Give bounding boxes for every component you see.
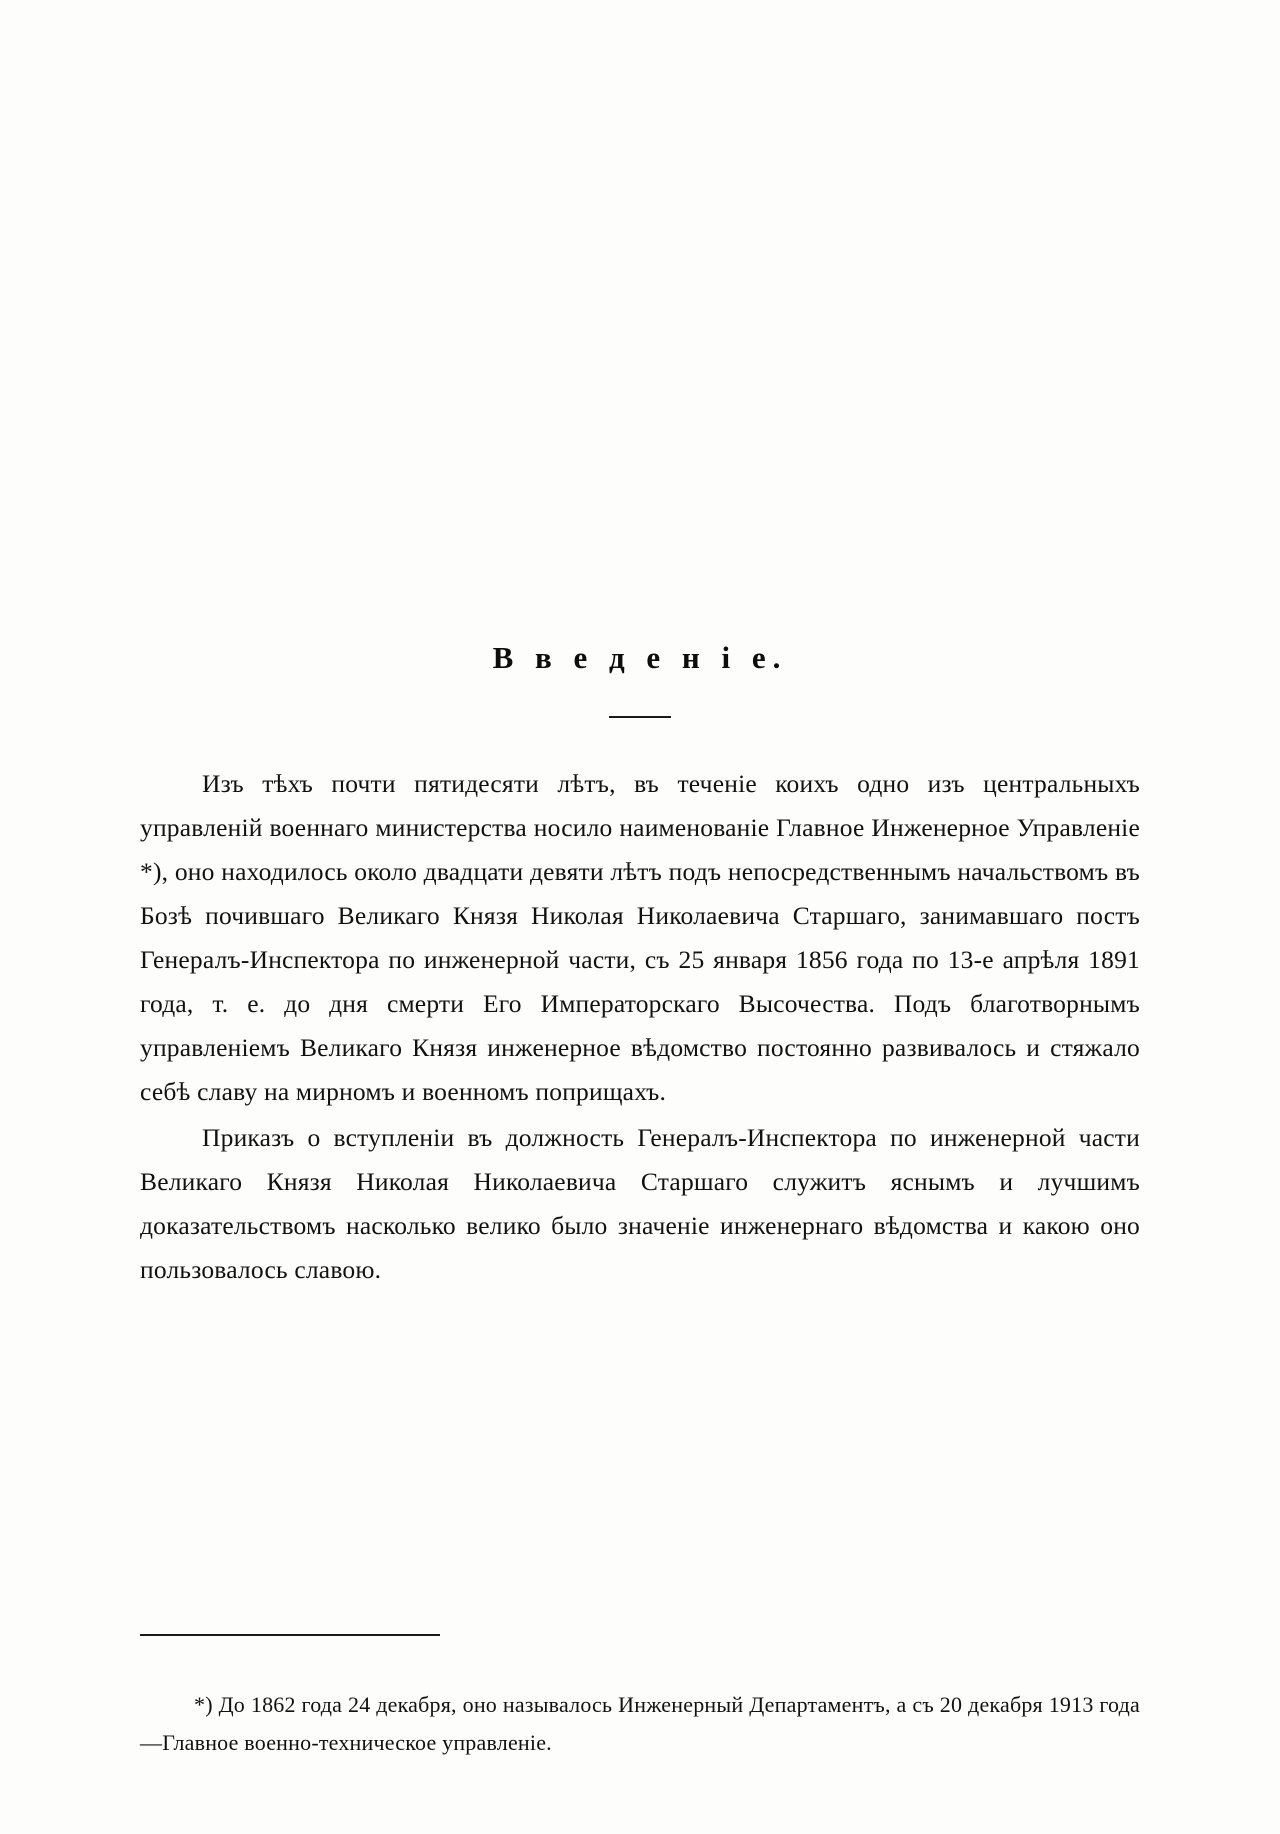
page-content [140, 640, 1140, 1292]
body-paragraph: Изъ тѣхъ почти пятидесяти лѣтъ, въ теченiе коихъ одно изъ центральныхъ управленiй военнаго министерства носило наименованiе Главное Инженерное Управленiе *), оно находилось около двадцати девяти лѣтъ подъ непосредственнымъ начальствомъ въ Бозѣ почившаго Великаго Князя Николая Николаевича Старшаго, занимавшаго постъ Генералъ-Инспектора по инженерной части, съ 25 января 1856 года по 13-е апрѣля 1891 года, т. е. до дня смерти Его Императорскаго Высочества. Подъ благотворнымъ управленiемъ Великаго Князя инженерное вѣдомство постоянно развивалось и стяжало себѣ славу на мирномъ и военномъ поприщахъ. [140, 769, 1140, 1106]
page-title: В в е д е н i е. [492, 640, 788, 675]
title-divider [609, 716, 671, 718]
footnote-text: *) До 1862 года 24 декабря, оно называлось Инженерный Департаментъ, а съ 20 декабря 1913 года—Главное военно-техническое управленiе. [140, 1692, 1140, 1755]
footnote-divider [140, 1634, 440, 1636]
body-paragraph: Приказъ о вступленiи въ должность Генералъ-Инспектора по инженерной части Великаго Князя Николая Николаевича Старшаго служитъ яснымъ и лучшимъ доказательствомъ насколько велико было значенiе инженернаго вѣдомства и какою оно пользовалось славою. [140, 1123, 1140, 1284]
footnote-block [140, 1686, 1140, 1762]
